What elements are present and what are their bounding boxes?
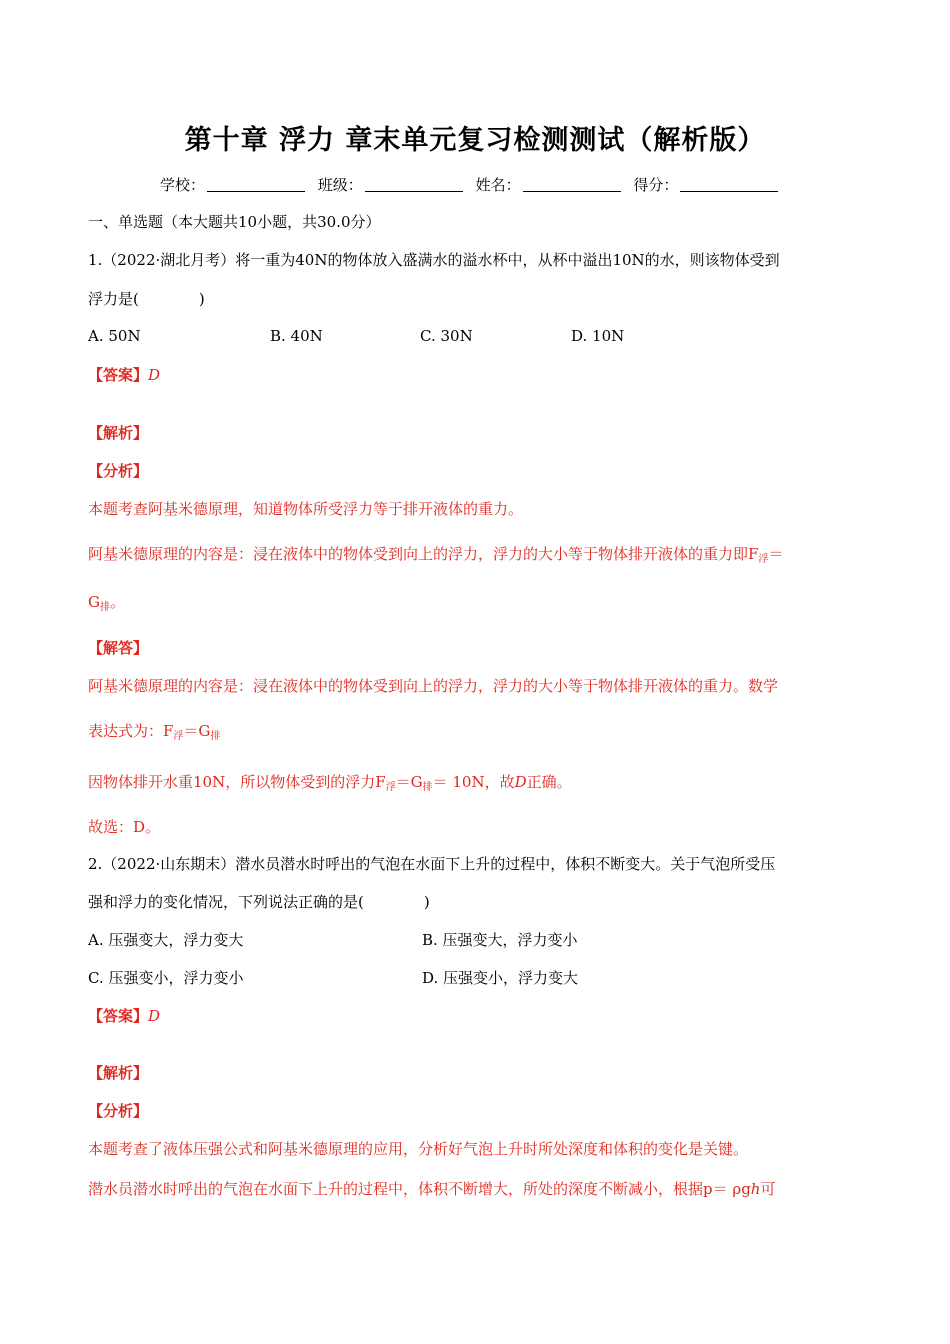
q1-answer-value: D [148,366,161,384]
q1-fenxi-sub-pai: 排 [99,602,110,613]
q1-jieda-line2-mid: ＝G [183,722,211,740]
q1-jieda-line3-end: 正确。 [526,773,572,791]
q1-fenxi-line1: 本题考查阿基米德原理，知道物体所受浮力等于排开液体的重力。 [88,500,524,518]
q1-jieda-line3-sub-fu: 浮 [385,782,396,793]
q1-answer-label: 【答案】 [88,366,149,384]
q1-fenxi-sub-fu: 浮 [758,554,769,565]
section-header: 一、单选题（本大题共10小题，共30.0分） [88,213,381,231]
class-blank[interactable] [365,191,463,192]
q1-fenxi-line3-end: 。 [109,593,125,611]
q1-jieda-line3-d: D [514,773,527,791]
q1-option-d: D. 10N [571,327,625,345]
q1-jieda-line3-post: ＝ 10N，故 [432,773,515,791]
q2-answer [88,1005,160,1026]
q1-jieda-line3 [88,771,572,793]
name-label: 姓名： [475,176,521,194]
q1-fenxi-g: G [88,593,100,611]
q1-jieda-line2-sub-pai: 排 [210,731,221,742]
page-title: 第十章 浮力 章末单元复习检测测试（解析版） [184,125,766,156]
school-blank[interactable] [207,191,305,192]
q1-jieda-line2 [88,720,220,742]
name-blank[interactable] [523,191,621,192]
q2-stem-line2: 强和浮力的变化情况，下列说法正确的是( ) [88,893,430,911]
q1-guxuan: 故选：D。 [88,818,161,836]
q2-answer-label: 【答案】 [88,1007,149,1025]
q2-stem-line1: 2.（2022·山东期末）潜水员潜水时呼出的气泡在水面下上升的过程中，体积不断变大。关于气泡所受压 [88,855,776,873]
q2-option-b: B. 压强变大，浮力变小 [422,931,578,949]
q1-jieda-line3-pre: 因物体排开水重10N，所以物体受到的浮力F [88,773,386,791]
q1-analysis-label: 【解析】 [88,424,149,442]
q2-option-c: C. 压强变小，浮力变小 [88,969,244,987]
q1-stem-line2: 浮力是( ) [88,290,205,308]
class-label: 班级： [317,176,363,194]
q1-answer [88,364,160,385]
student-info-line [160,174,786,195]
q1-jieda-line1: 阿基米德原理的内容是：浸在液体中的物体受到向上的浮力，浮力的大小等于物体排开液体的重力。数学 [88,677,779,695]
q1-fenxi-line2-text: 阿基米德原理的内容是：浸在液体中的物体受到向上的浮力，浮力的大小等于物体排开液体的重力即F [88,545,759,563]
q1-jieda-line3-mid: ＝G [395,773,423,791]
q1-stem-line1: 1.（2022·湖北月考）将一重为40N的物体放入盛满水的溢水杯中，从杯中溢出10N的水，则该物体受到 [88,251,780,269]
q1-jieda-label: 【解答】 [88,639,149,657]
q1-jieda-line3-sub-pai: 排 [422,782,433,793]
q1-option-b: B. 40N [270,327,323,345]
q1-fenxi-label: 【分析】 [88,462,149,480]
q1-fenxi-line2 [88,543,783,565]
school-label: 学校： [160,176,206,194]
q2-answer-value: D [148,1007,161,1025]
q1-option-c: C. 30N [420,327,473,345]
q1-option-a: A. 50N [88,327,141,345]
score-label: 得分： [633,176,679,194]
score-blank[interactable] [680,191,778,192]
q1-jieda-line2-pre: 表达式为：F [88,722,174,740]
q1-jieda-line2-sub-fu: 浮 [173,731,184,742]
q2-fenxi-line2 [88,1178,775,1199]
q2-fenxi-line2-pre: 潜水员潜水时呼出的气泡在水面下上升的过程中，体积不断增大，所处的深度不断减小，根据p＝ ρg [88,1180,751,1198]
q2-fenxi-line2-h: h [750,1180,761,1198]
q2-option-a: A. 压强变大，浮力变大 [88,931,244,949]
q2-fenxi-line1: 本题考查了液体压强公式和阿基米德原理的应用，分析好气泡上升时所处深度和体积的变化是关键。 [88,1140,749,1158]
q2-fenxi-line2-end: 可 [760,1180,776,1198]
q1-fenxi-eq: ＝ [768,545,784,563]
q2-analysis-label: 【解析】 [88,1064,149,1082]
q2-option-d: D. 压强变小，浮力变大 [422,969,579,987]
q1-fenxi-line3 [88,591,125,613]
q2-fenxi-label: 【分析】 [88,1102,149,1120]
